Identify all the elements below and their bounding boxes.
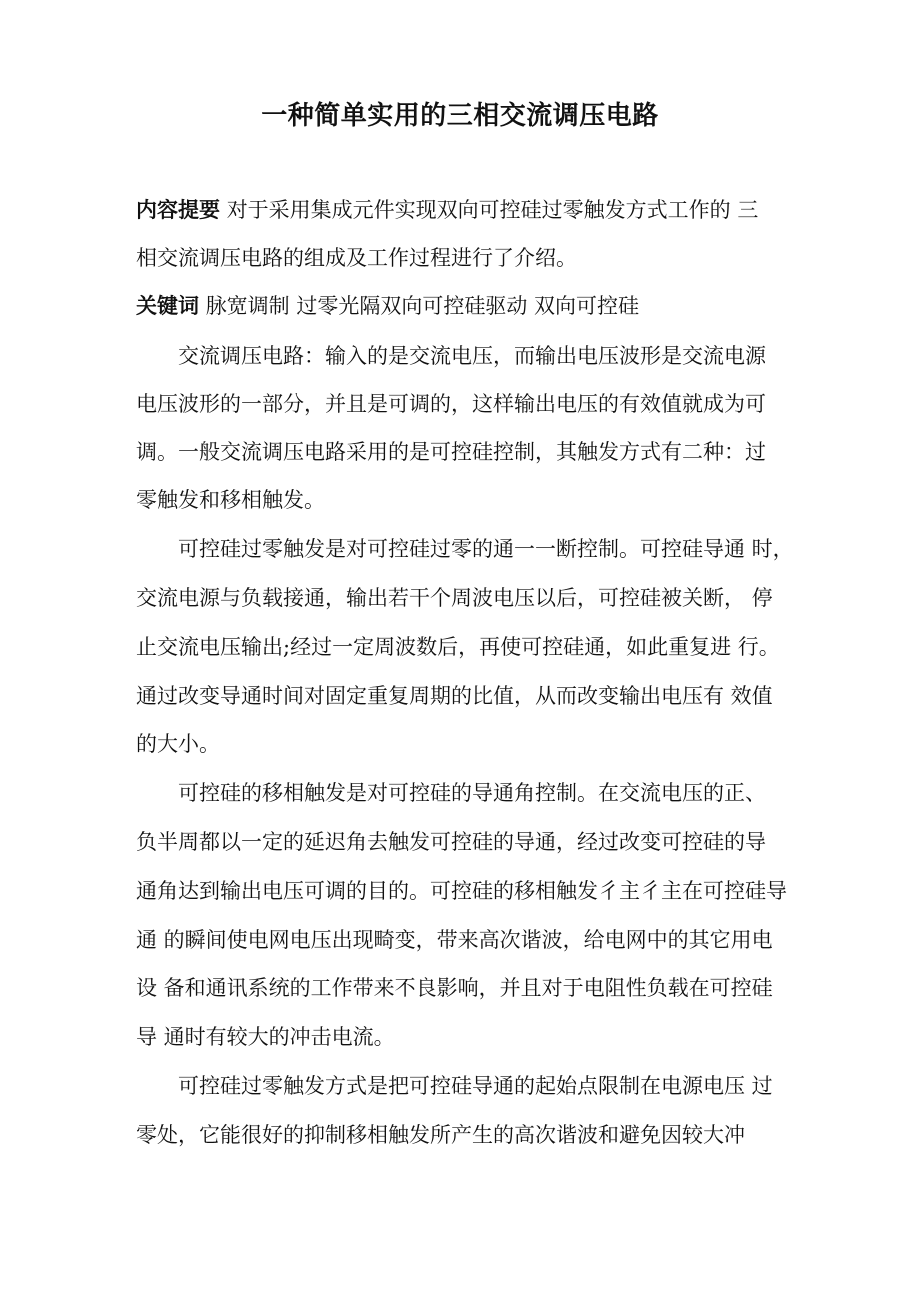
- paragraph-3-line-6: 导 通时有较大的冲击电流。: [136, 1025, 395, 1049]
- paragraph-4-line-1: 可控硅过零触发方式是把可控硅导通的起始点限制在电源电压 过: [178, 1074, 773, 1098]
- abstract-line-1: [136, 195, 758, 225]
- paragraph-1-line-3: 调。一般交流调压电路采用的是可控硅控制，其触发方式有二种：过: [136, 440, 766, 464]
- paragraph-3-line-5: 设 备和通讯系统的工作带来不良影响，并且对于电阻性负载在可控硅: [136, 976, 773, 1000]
- paragraph-1-line-2: 电压波形的一部分，并且是可调的，这样输出电压的有效值就成为可: [136, 392, 766, 416]
- abstract-line-2: 相交流调压电路的组成及工作过程进行了介绍。: [136, 246, 577, 270]
- paragraph-1-line-4: 零触发和移相触发。: [136, 488, 325, 512]
- paragraph-2-line-3: 止交流电压输出;经过一定周波数后，再使可控硅通，如此重复进 行。: [136, 635, 780, 659]
- abstract-text-1: 对于采用集成元件实现双向可控硅过零触发方式工作的 三: [226, 198, 759, 222]
- paragraph-3-line-4: 通 的瞬间使电网电压出现畸变，带来高次谐波，给电网中的其它用电: [136, 928, 773, 952]
- keywords-label: 关键词: [136, 294, 199, 318]
- paragraph-2-line-2: 交流电源与负载接通，输出若干个周波电压以后，可控硅被关断， 停: [136, 586, 773, 610]
- paragraph-3-line-1: 可控硅的移相触发是对可控硅的导通角控制。在交流电压的正、: [178, 781, 766, 805]
- keywords-text: 脉宽调制 过零光隔双向可控硅驱动 双向可控硅: [205, 294, 640, 318]
- paragraph-2-line-1: 可控硅过零触发是对可控硅过零的通一一断控制。可控硅导通 时，: [178, 537, 794, 561]
- keywords-line: [136, 291, 639, 321]
- paragraph-3-line-2: 负半周都以一定的延迟角去触发可控硅的导通，经过改变可控硅的导: [136, 830, 766, 854]
- paragraph-1-line-1: 交流调压电路：输入的是交流电压，而输出电压波形是交流电源: [178, 344, 766, 368]
- abstract-label: 内容提要: [136, 198, 220, 222]
- paragraph-2-line-5: 的大小。: [136, 732, 220, 756]
- paragraph-3-line-3: 通角达到输出电压可调的目的。可控硅的移相触发彳主彳主在可控硅导: [136, 879, 787, 903]
- paragraph-2-line-4: 通过改变导通时间对固定重复周期的比值，从而改变输出电压有 效值: [136, 684, 773, 708]
- paragraph-4-line-2: 零处，它能很好的抑制移相触发所产生的高次谐波和避免因较大冲: [136, 1123, 745, 1147]
- document-title: 一种简单实用的三相交流调压电路: [261, 101, 659, 131]
